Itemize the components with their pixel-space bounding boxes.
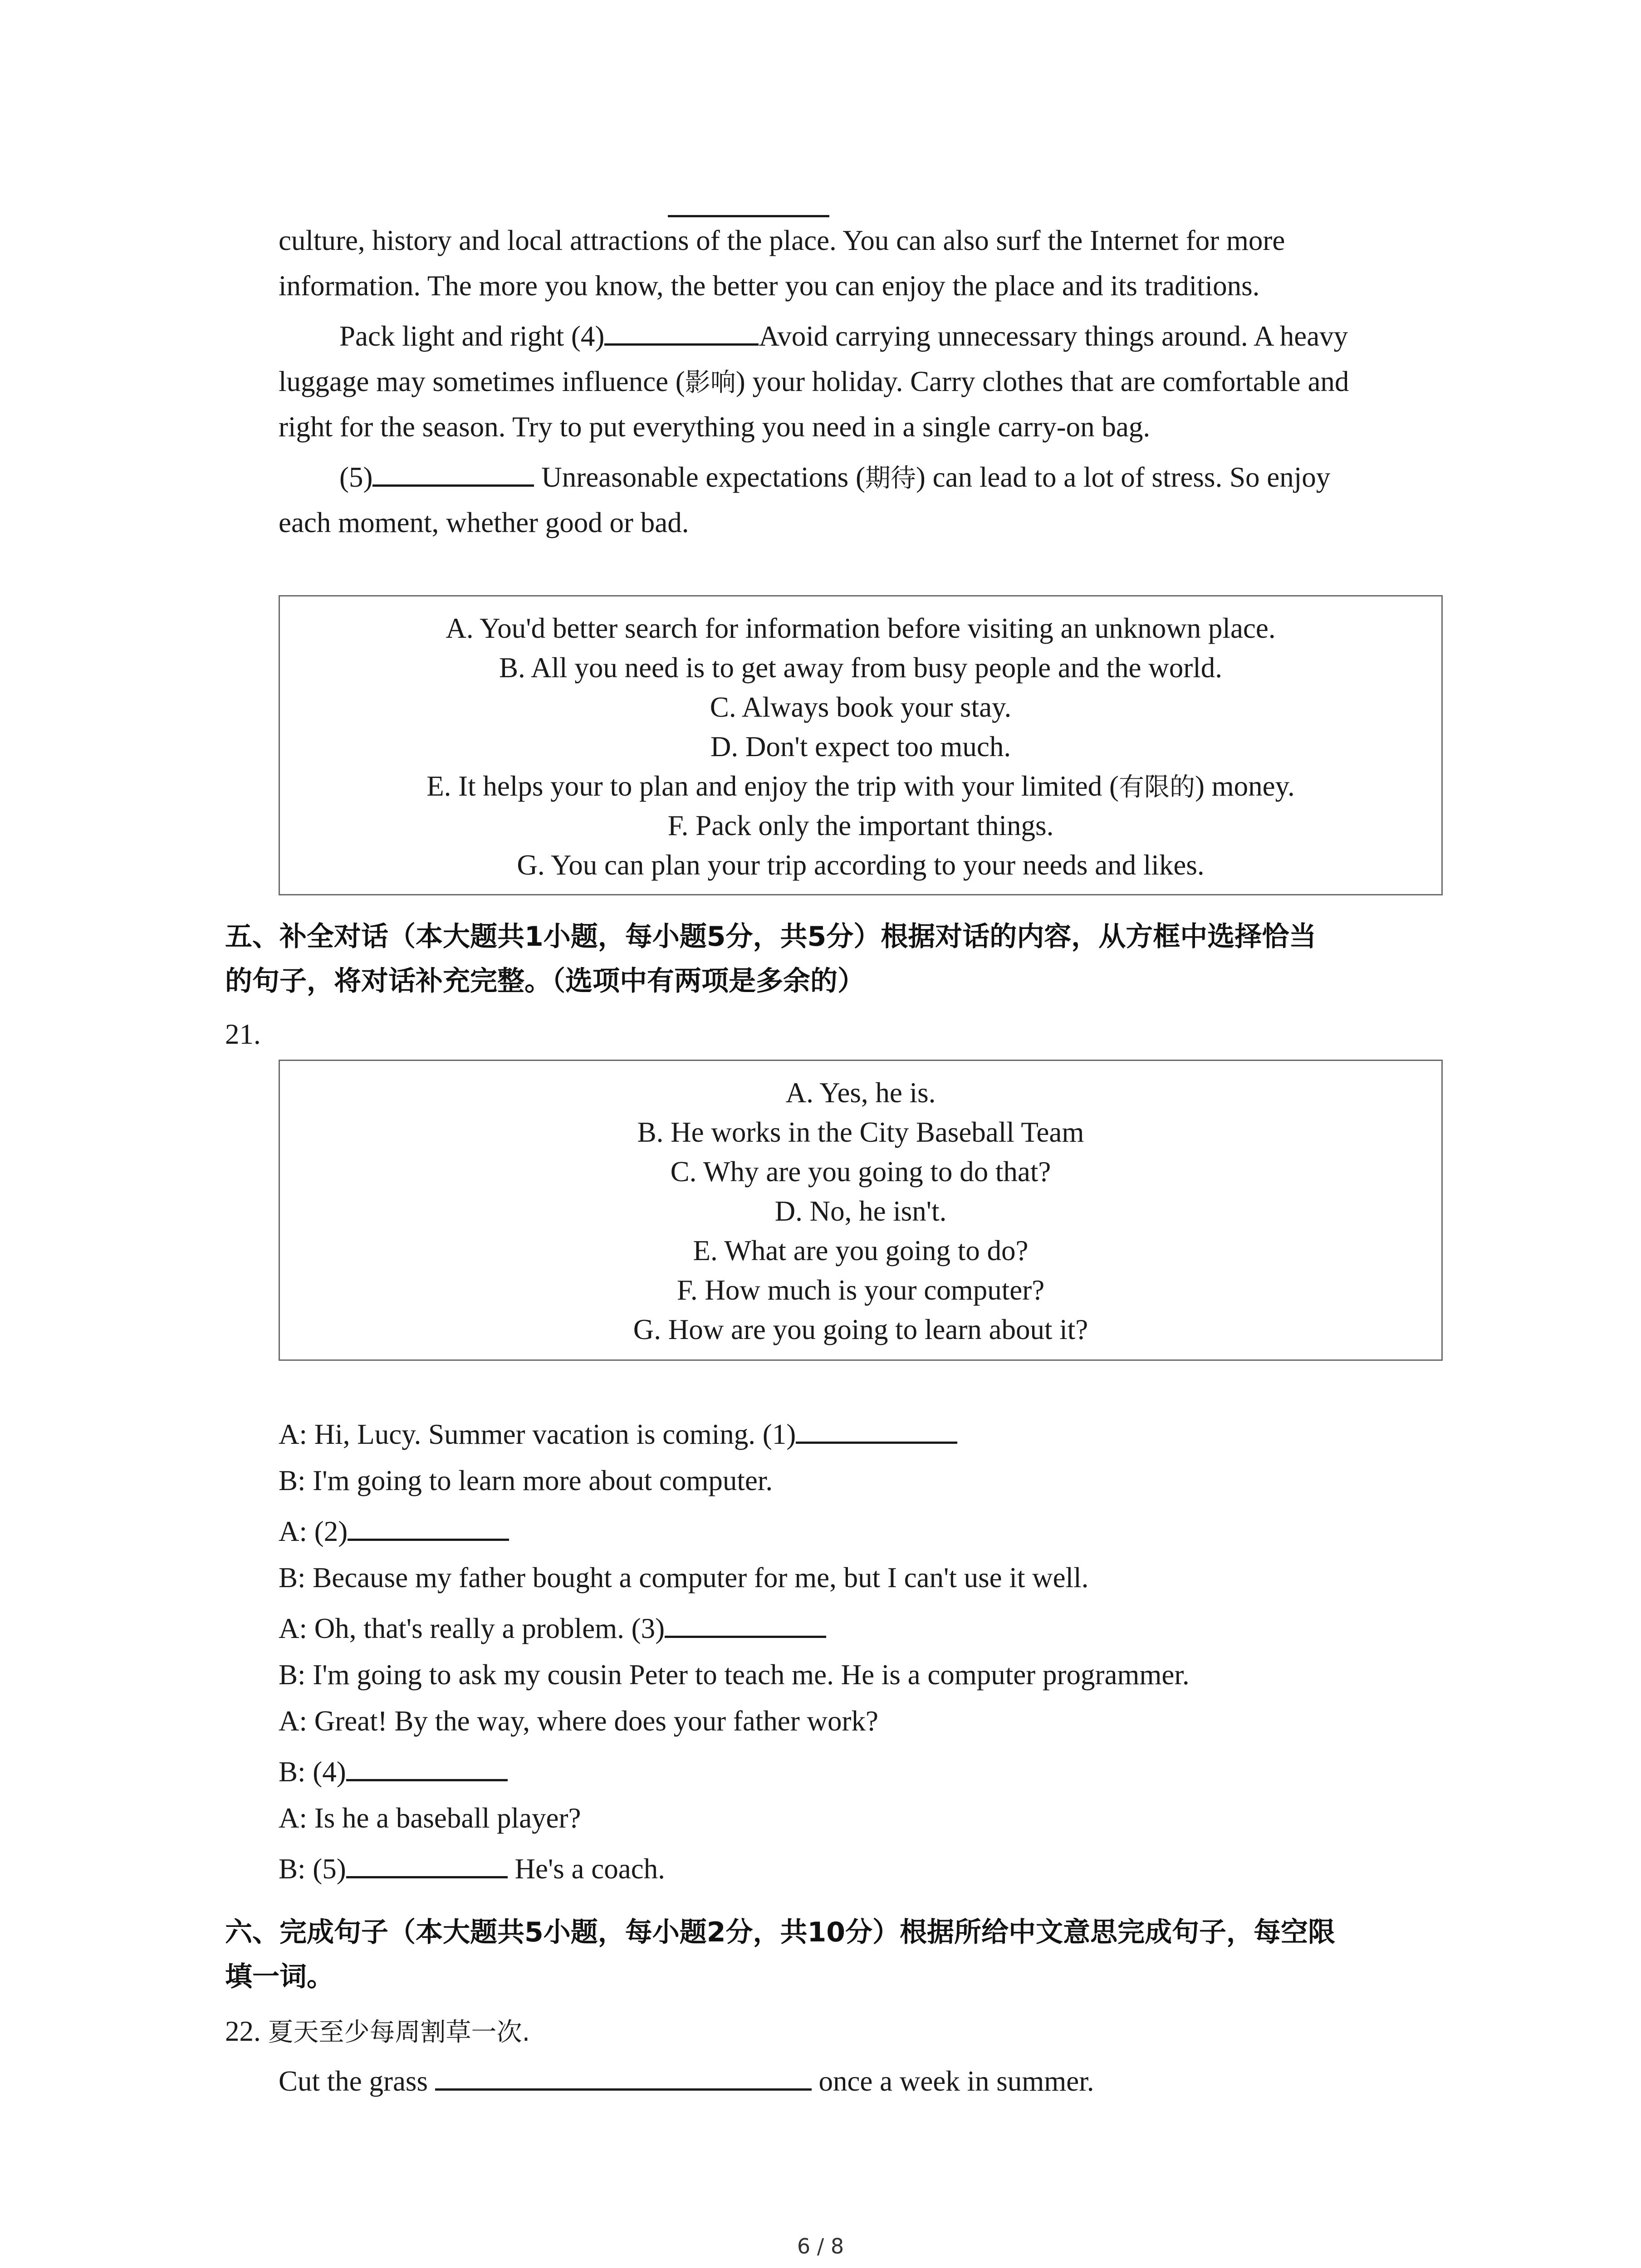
answer-blank-2[interactable] [348, 1513, 509, 1541]
dialogue-line: A: Great! By the way, where does your father work? [279, 1705, 878, 1737]
answer-blank-3[interactable] [668, 215, 829, 217]
option-g: G. How are you going to learn about it? [633, 1314, 1088, 1345]
answer-blank-22[interactable] [435, 2063, 812, 2091]
dialogue-line [279, 1610, 826, 1647]
passage-text: luggage may sometimes influence ( [279, 366, 685, 397]
option-d: D. Don't expect too much. [710, 731, 1011, 763]
dialogue-text: B: (4) [279, 1756, 346, 1788]
passage-line: culture, history and local attractions of the place. You can also surf the Internet for more [279, 225, 1285, 256]
section-6-heading: 填一词。 [225, 1961, 334, 1993]
section-6-heading: 六、完成句子（本大题共5小题，每小题2分，共10分）根据所给中文意思完成句子，每空限 [225, 1916, 1335, 1948]
passage-line: each moment, whether good or bad. [279, 507, 689, 538]
sentence-text: once a week in summer. [811, 2065, 1094, 2097]
dialogue-text: A: Oh, that's really a problem. (3) [279, 1613, 665, 1644]
option-c: C. Always book your stay. [710, 691, 1012, 723]
option-e: E. What are you going to do? [693, 1235, 1029, 1266]
answer-blank-4[interactable] [604, 318, 759, 346]
sentence-text: Cut the grass [279, 2065, 435, 2097]
answer-blank-1[interactable] [796, 1416, 957, 1444]
passage-line [339, 318, 1348, 354]
dialogue-line: B: I'm going to learn more about computer. [279, 1465, 773, 1496]
option-c: C. Why are you going to do that? [670, 1156, 1051, 1188]
dialogue-text: A: Hi, Lucy. Summer vacation is coming. (1) [279, 1418, 796, 1450]
option-text: E. It helps your to plan and enjoy the trip with your limited ( [426, 770, 1119, 802]
passage-text: Unreasonable expectations ( [534, 461, 865, 493]
passage-line [279, 363, 1349, 401]
dialogue-line [279, 1754, 508, 1790]
passage-text: (5) [339, 461, 373, 493]
option-a: A. You'd better search for information before visiting an unknown place. [446, 612, 1276, 644]
option-a: A. Yes, he is. [785, 1077, 936, 1109]
option-b: B. He works in the City Baseball Team [637, 1116, 1084, 1148]
dialogue-text: A: (2) [279, 1515, 348, 1547]
dialogue-line [279, 1513, 509, 1549]
question-22-sentence [279, 2063, 1094, 2099]
passage-line: right for the season. Try to put everything you need in a single carry-on bag. [279, 411, 1151, 443]
options-box-2 [279, 1060, 1443, 1361]
passage-line [339, 459, 1330, 497]
dialogue-line: B: Because my father bought a computer for me, but I can't use it well. [279, 1562, 1089, 1593]
option-d: D. No, he isn't. [774, 1195, 947, 1227]
chinese-prompt: 夏天至少每周割草一次. [268, 2018, 530, 2047]
passage-text: Avoid carrying unnecessary things around. A heavy [759, 320, 1348, 352]
question-22 [225, 2013, 530, 2051]
chinese-gloss: 期待 [865, 464, 916, 493]
options-box-1 [279, 595, 1443, 895]
section-5-heading: 五、补全对话（本大题共1小题，每小题5分，共5分）根据对话的内容，从方框中选择恰当 [225, 921, 1317, 953]
answer-blank-5[interactable] [346, 1851, 508, 1878]
passage-line: information. The more you know, the better you can enjoy the place and its traditions. [279, 270, 1260, 302]
chinese-gloss: 影响 [685, 368, 736, 397]
page-number: 6 / 8 [797, 2234, 844, 2258]
passage-text: ) can lead to a lot of stress. So enjoy [916, 461, 1331, 493]
dialogue-line: B: I'm going to ask my cousin Peter to teach me. He is a computer programmer. [279, 1659, 1190, 1691]
option-text: ) money. [1195, 770, 1295, 802]
passage-text: ) your holiday. Carry clothes that are comfortable and [735, 366, 1349, 397]
question-number: 21. [225, 1018, 261, 1050]
section-5-heading: 的句子，将对话补充完整。（选项中有两项是多余的） [225, 965, 865, 997]
dialogue-text: B: (5) [279, 1853, 346, 1885]
dialogue-line: A: Is he a baseball player? [279, 1802, 581, 1834]
dialogue-text: He's a coach. [507, 1853, 665, 1885]
answer-blank-4[interactable] [346, 1754, 508, 1781]
dialogue-line [279, 1851, 665, 1887]
option-e [280, 768, 1441, 806]
chinese-gloss: 有限的 [1118, 772, 1195, 802]
option-f: F. How much is your computer? [676, 1274, 1045, 1306]
passage-text: Pack light and right (4) [339, 320, 605, 352]
answer-blank-5[interactable] [372, 459, 534, 487]
option-b: B. All you need is to get away from busy people and the world. [499, 652, 1222, 684]
dialogue-line [279, 1416, 957, 1452]
question-number: 22. [225, 2015, 261, 2047]
answer-blank-3[interactable] [665, 1610, 826, 1638]
option-f: F. Pack only the important things. [667, 810, 1054, 841]
option-g: G. You can plan your trip according to your needs and likes. [517, 849, 1205, 881]
